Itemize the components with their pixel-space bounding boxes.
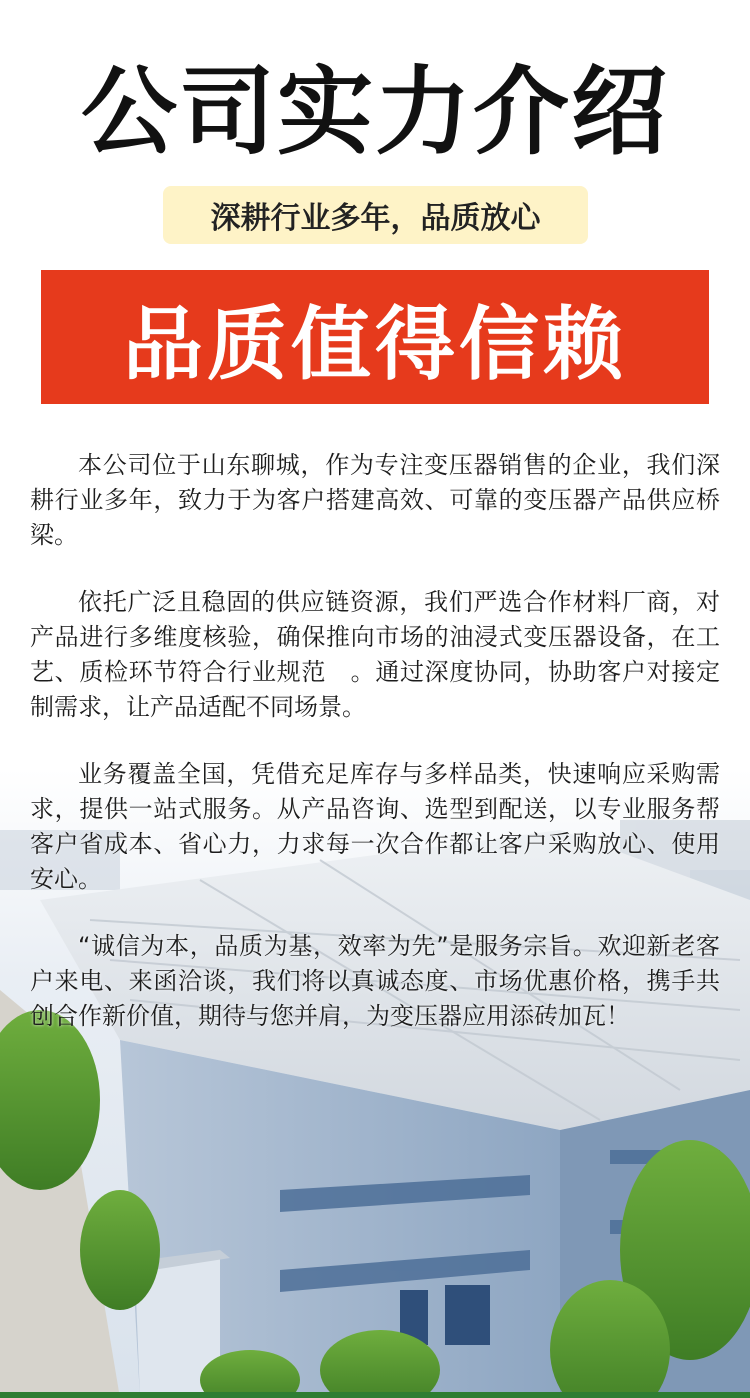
quality-banner: 品质值得信赖 [41,270,709,404]
bottom-divider [0,1392,750,1398]
paragraph-service: 业务覆盖全国，凭借充足库存与多样品类，快速响应采购需求，提供一站式服务。从产品咨询、选型到配送，以专业服务帮客户省成本、省心力，力求每一次合作都让客户采购放心、使用安心。 [30,760,720,893]
paragraph-location: 本公司位于山东聊城，作为专注变压器销售的企业，我们深耕行业多年，致力于为客户搭建高效、可靠的变压器产品供应桥梁。 [30,451,720,549]
company-description [30,448,720,1066]
paragraph-motto: “诚信为本，品质为基，效率为先”是服务宗旨。欢迎新老客户来电、来函洽谈，我们将以真诚态度、市场优惠价格，携手共创合作新价值，期待与您并肩，为变压器应用添砖加瓦！ [30,932,720,1030]
page-title: 公司实力介绍 [81,56,669,168]
subtitle-badge: 深耕行业多年，品质放心 [163,186,588,244]
paragraph-supply-chain: 依托广泛且稳固的供应链资源，我们严选合作材料厂商，对产品进行多维度核验，确保推向市场的油浸式变压器设备，在工艺、质检环节符合行业规范 。通过深度协同，协助客户对接定制需求，让产品适配不同场景。 [30,588,720,721]
